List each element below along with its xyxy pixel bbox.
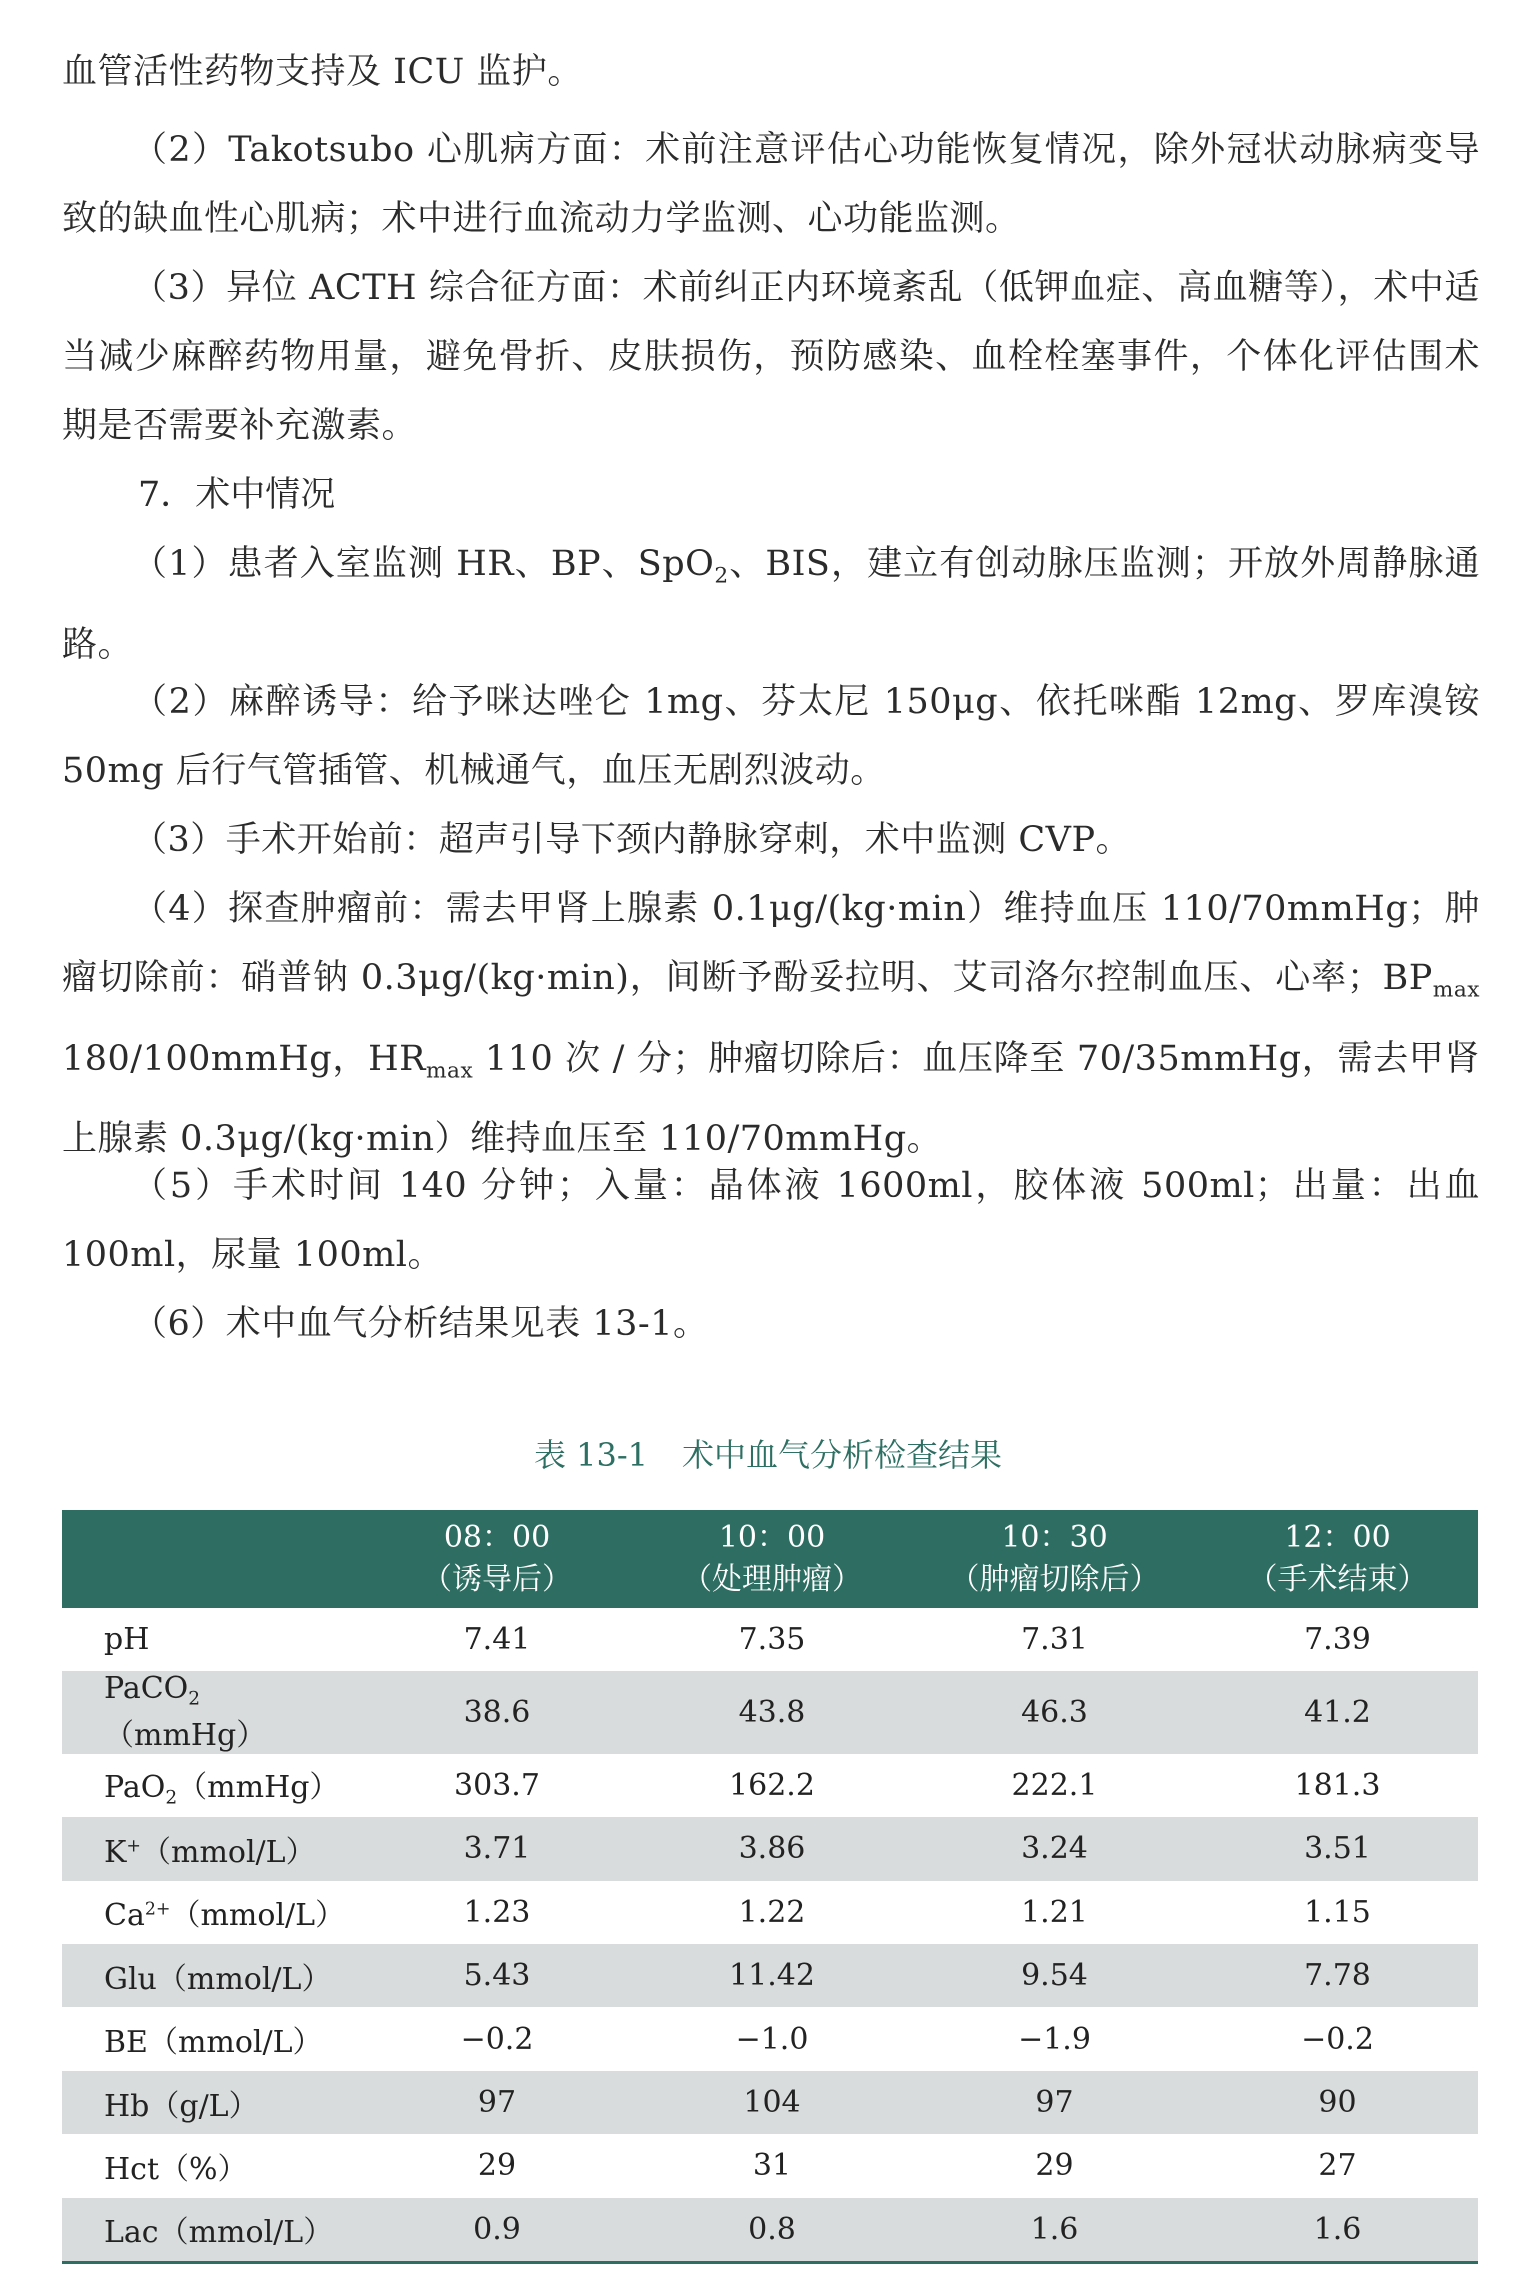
text-run: （4）探查肿瘤前：需去甲肾上腺素 0.1μg/(kg·min）维持血压 110/70mmHg；肿瘤切除前：硝普钠 0.3μg/(kg·min)，间断予酚妥拉明、艾司洛尔控制血压、心率；BP [62,889,1480,998]
row-label [62,1671,362,1754]
cell-value: 38.6 [362,1671,632,1754]
cell-value: 46.3 [912,1671,1197,1754]
label-text: PaO [104,1770,166,1806]
header-desc: （处理肿瘤） [682,1562,862,1597]
paragraph-cvp: （3）手术开始前：超声引导下颈内静脉穿刺，术中监测 CVP。 [132,820,1132,860]
cell-value: 11.42 [632,1944,912,2007]
cell-value: 222.1 [1011,1768,1098,1804]
cell-value: 7.78 [1197,1944,1478,2007]
header-parameter [62,1510,362,1608]
paragraph-induction: （2）麻醉诱导：给予咪达唑仑 1mg、芬太尼 150μg、依托咪酯 12mg、罗库溴铵 50mg 后行气管插管、机械通气，血压无剧烈波动。 [62,682,1480,791]
label-unit: （mmHg） [177,1770,340,1806]
header-col-1000 [632,1510,912,1608]
cell-value: 43.8 [632,1671,912,1754]
cell-value: 1.6 [912,2198,1197,2263]
paragraph-acth: （3）异位 ACTH 综合征方面：术前纠正内环境紊乱（低钾血症、高血糖等），术中适当减少麻醉药物用量，避免骨折、皮肤损伤，预防感染、血栓栓塞事件，个体化评估围术期是否需要补充激素。 [62,268,1480,446]
cell-value: 162.2 [729,1768,815,1804]
header-time: 10：30 [1001,1520,1108,1555]
superscript: + [126,1836,141,1857]
table-caption [0,1430,1536,1480]
text-run: 180/100mmHg，HR [62,1038,426,1079]
cell-value: 1.6 [1197,2198,1478,2263]
cell-value: −1.0 [735,2021,809,2057]
table-row-hct [62,2134,1478,2197]
header-col-1030 [912,1510,1197,1608]
text-run: 110 次 / 分；肿瘤切除后：血压降至 70/35mmHg，需去甲肾上腺素 0.3μg/(kg·min）维持血压至 110/70mmHg。 [62,1038,1480,1160]
cell-value: 9.54 [912,1944,1197,2007]
row-label: Hb（g/L） [62,2071,362,2134]
cell-value: 104 [632,2071,912,2134]
table-row-glu [62,1944,1478,2007]
cell-value: −1.9 [1018,2021,1091,2057]
cell-value: 0.8 [632,2198,912,2263]
section-heading: 7．术中情况 [138,475,336,515]
text-run: 、BIS，建立有创动脉压监测；开放外周静脉通路。 [62,544,1480,665]
cell-value: 27 [1318,2148,1357,2184]
table-header-row [62,1510,1478,1608]
header-col-1200 [1197,1510,1478,1608]
paragraph-table-ref: （6）术中血气分析结果见表 13-1。 [132,1304,709,1344]
cell-value: 3.51 [1197,1817,1478,1880]
row-label: Glu（mmol/L） [62,1944,362,2007]
row-label [62,1754,362,1817]
text-run: （1）患者入室监测 HR、BP、SpO [132,544,715,584]
subscript: 2 [165,1787,178,1809]
cell-value: 3.24 [912,1817,1197,1880]
row-label: pH [104,1622,150,1658]
row-label: Hct（%） [104,2151,248,2187]
cell-value: 29 [1035,2148,1074,2184]
cell-value: 7.31 [1021,1622,1088,1658]
label-text: PaCO [104,1671,189,1707]
cell-value: 1.23 [463,1894,531,1930]
table-row-lac [62,2198,1478,2263]
table-row-be [62,2007,1478,2070]
subscript: max [425,1058,474,1084]
table-row-paco2 [62,1671,1478,1754]
label-text: Ca [104,1898,145,1934]
table-row-hb [62,2071,1478,2134]
cell-value: 5.43 [362,1944,632,2007]
cell-value: 97 [362,2071,632,2134]
table-number: 表 13-1 [533,1436,649,1474]
label-unit: （mmHg） [104,1717,267,1753]
superscript: 2+ [144,1899,171,1920]
table-row-calcium [62,1881,1478,1944]
header-time: 12：00 [1284,1520,1391,1555]
cell-value: −0.2 [460,2021,534,2057]
label-text: K [104,1834,127,1870]
cell-value: 0.9 [362,2198,632,2263]
subscript: max [1432,977,1480,1003]
paragraph-monitoring [62,530,1480,680]
cell-value: 41.2 [1197,1671,1478,1754]
cell-value: 1.21 [1021,1894,1088,1930]
blood-gas-table [62,1510,1478,2264]
paragraph-continued: 血管活性药物支持及 ICU 监护。 [62,52,583,92]
cell-value: 3.71 [362,1817,632,1880]
header-desc: （诱导后） [422,1562,572,1597]
label-unit: （mmol/L） [170,1898,346,1934]
header-time: 08：00 [443,1520,551,1555]
cell-value: 7.35 [738,1622,806,1658]
cell-value: 97 [912,2071,1197,2134]
header-col-0800 [362,1510,632,1608]
table-title: 术中血气分析检查结果 [682,1436,1003,1474]
header-time: 10：00 [718,1520,826,1555]
cell-value: 3.86 [632,1817,912,1880]
cell-value: 1.15 [1304,1894,1371,1930]
header-desc: （肿瘤切除后） [949,1562,1160,1597]
cell-value: 303.7 [454,1768,540,1804]
paragraph-hemodynamics [62,875,1480,1174]
row-label [62,1881,362,1944]
header-desc: （手术结束） [1247,1562,1428,1597]
subscript: 2 [188,1688,201,1710]
cell-value: −0.2 [1301,2021,1374,2057]
table-row-potassium [62,1817,1478,1880]
cell-value: 7.39 [1304,1622,1371,1658]
cell-value: 31 [752,2148,792,2184]
row-label: BE（mmol/L） [104,2025,323,2061]
paragraph-fluids: （5）手术时间 140 分钟；入量：晶体液 1600ml，胶体液 500ml；出量：出血 100ml，尿量 100ml。 [62,1166,1480,1275]
table-row-pao2 [62,1754,1478,1817]
label-unit: （mmol/L） [141,1834,316,1870]
cell-value: 1.22 [738,1894,806,1930]
subscript: 2 [714,563,729,589]
row-label [62,1817,362,1880]
table-row-ph [62,1608,1478,1671]
paragraph-takotsubo: （2）Takotsubo 心肌病方面：术前注意评估心功能恢复情况，除外冠状动脉病变导致的缺血性心肌病；术中进行血流动力学监测、心功能监测。 [62,130,1480,239]
cell-value: 29 [477,2148,517,2184]
row-label: Lac（mmol/L） [62,2198,362,2263]
cell-value: 90 [1197,2071,1478,2134]
cell-value: 181.3 [1294,1768,1381,1804]
cell-value: 7.41 [463,1622,531,1658]
